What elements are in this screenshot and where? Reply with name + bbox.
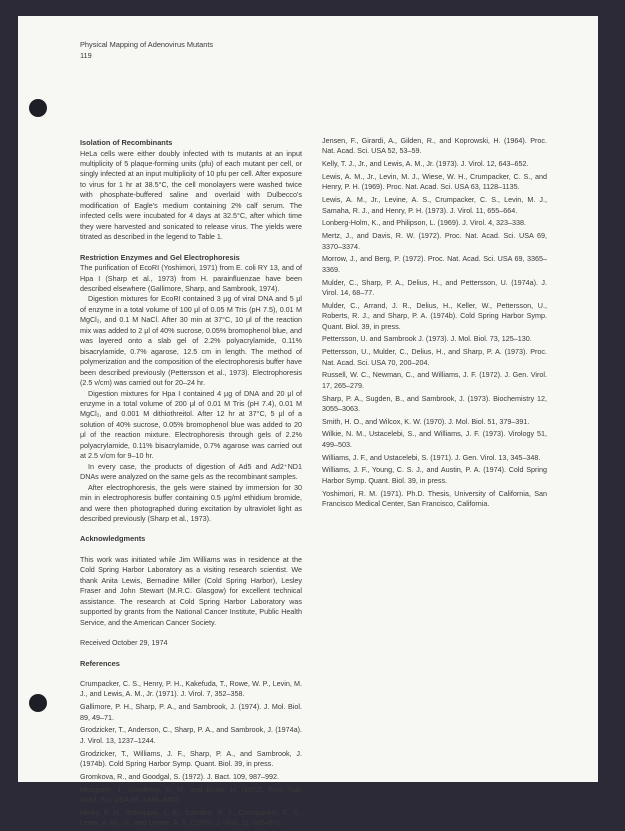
reference-item: Williams, J. F., Young, C. S. J., and Austin, P. A. (1974). Cold Spring Harbor Symp. Quant. Biol. 39, in press. [322,465,547,485]
section-heading: References [80,658,120,668]
reference-item: Mulder, C., Arrand, J. R., Delius, H., Keller, W., Pettersson, U., Roberts, R. J., and Sharp, P. A. (1974b). Cold Spring Harbor Symp. Quant. Biol. 39, in press. [322,300,547,331]
reference-item: Pettersson, U., Mulder, C., Delius, H., and Sharp, P. A. (1973). Proc. Nat. Acad. Sci. USA 70, 200–204. [322,347,547,367]
reference-item: Yoshimori, R. M. (1971). Ph.D. Thesis, University of California, San Francisco Medical Center, San Francisco, California. [322,488,547,509]
reference-item: Lewis, A. M., Jr., Levine, A. S., Crumpacker, C. S., Levin, M. J., Samaha, R. J., and Henry, P. H. (1973). J. Virol. 11, 655–664. [322,195,547,215]
reference-item: Hedgpeth, J., Goodman, H. M., and Boyer, H. (1972). Proc. Nat. Acad. Sci. USA 69, 3448–3452. [80,784,302,805]
reference-item: Grodzicker, T., Anderson, C., Sharp, P. A., and Sambrook, J. (1974a). J. Virol. 13, 1237–1244. [80,725,302,745]
paragraph: Digestion mixtures for EcoRI contained 3 μg of viral DNA and 5 μl of enzyme in a total volume of 100 μl of 0.05 M Tris (pH 7.5), 0.01 M MgCl₂, and 0.1 M NaCl. After 30 min at 37°C, 10 μl of the reaction mix was added to 2 μl of 40% sucrose, 0.05% bromophenol blue, and was layered onto a slab gel of 2.2% polyacrylamide, 0.11% bisacrylamide, 0.7% agarose, 12.5 cm in length. The method of polymerization and the composition of the electrophoresis buffer have been described previously (Pettersson et al., 1973). Electrophoresis (2.5 v/cm) was carried out for 20–24 hr. [80,294,302,388]
reference-item: Jensen, F., Girardi, A., Gilden, R., and Koprowski, H. (1964). Proc. Nat. Acad. Sci. USA 52, 53–59. [322,136,547,156]
reference-item: Morrow, J., and Berg, P. (1972). Proc. Nat. Acad. Sci. USA 69, 3365–3369. [322,254,547,274]
paragraph: HeLa cells were either doubly infected with ts mutants at an input multiplicity of 5 plaque-forming units (pfu) of each mutant per cell, or singly infected at an input multiplicity of 10 pfu per cell. After exposure to virus for 1 hr at 38.5°C, the cell monolayers were washed twice with phosphate-buffered saline and overlaid with Dulbecco's modification of Eagle's medium containing 2% calf serum. The infected cells were incubated for 4 days at 32.5°C, after which time they were harvested and sonicated to release virus. The yields were titrated as described in the legend to Table 1. [80,148,302,242]
reference-item: Gallimore, P. H., Sharp, P. A., and Sambrook, J. (1974). J. Mol. Biol. 89, 49–71. [80,702,302,722]
paragraph: The purification of EcoRI (Yoshimori, 1971) from E. coli RY 13, and of Hpa I (Sharp et al., 1973) from H. parainfluenzae have been described elsewhere (Gallimore, Sharp, and Sambrook, 1974). [80,263,302,293]
punch-hole [29,99,47,117]
paragraph: After electrophoresis, the gels were stained by immersion for 30 min in electrophoresis buffer containing 0.5 μg/ml ethidium bromide, and were then photographed during excitation by ultraviolet light as described previously (Sharp et al., 1973). [80,482,302,523]
document-page [18,16,598,828]
received-date: Received October 29, 1974 [80,638,168,648]
left-column [80,138,302,831]
paragraph: Digestion mixtures for Hpa I contained 4 μg of DNA and 20 μl of enzyme in a total volume of 200 μl of 0.01 M Tris (pH 7.4), 0.01 M MgCl₂, and 0.001 M dithiothreitol. After 12 hr at 37°C, 5 μl of a solution of 40% sucrose, 0.05% bromophenol blue was added to 20 μl of the reaction mixture. Electrophoresis through gels of 2.2% polyacrylamide, 0.11% bisacrylamide, 0.7% agarose was carried out at 2.5 v/cm for 9–10 hr. [80,388,302,461]
paragraph: In every case, the products of digestion of Ad5 and Ad2⁺ND1 DNAs were analyzed on the same gels as the recombinant samples. [80,461,302,482]
reference-item: Grodzicker, T., Williams, J. F., Sharp, P. A., and Sambrook, J. (1974b). Cold Spring Harbor Symp. Quant. Biol. 39, in press. [80,748,302,769]
section-heading: Restriction Enzymes and Gel Electrophoresis [80,252,240,262]
reference-item: Russell, W. C., Newman, C., and Williams, J. F. (1972). J. Gen. Virol. 17, 265–279. [322,370,547,390]
section-heading: Acknowledgments [80,534,146,544]
reference-item: Sharp, P. A., Sugden, B., and Sambrook, J. (1973). Biochemistry 12, 3055–3063. [322,393,547,413]
paragraph: This work was initiated while Jim Williams was in residence at the Cold Spring Harbor Laboratory as a visiting research scientist. We thank Anita Lewis, Bernadine Miller (Cold Spring Harbor), Lesley Fraser and John Stewart (M.R.C. Glasgow) for excellent technical assistance. The research at Cold Spring Harbor Laboratory was supported by grants from the National Cancer Institute, Public Health Service, and the American Cancer Society. [80,554,302,627]
page-number: 119 [80,50,92,60]
reference-item: Gromkova, R., and Goodgal, S. (1972). J. Bact. 109, 987–992. [80,771,279,781]
reference-item: Kelly, T. J., Jr., and Lewis, A. M., Jr. (1973). J. Virol. 12, 643–652. [322,159,529,169]
reference-list [322,136,547,510]
reference-item: Lewis, A. M., Jr., Levin, M. J., Wiese, W. H., Crumpacker, C. S., and Henry, P. H. (1969). Proc. Nat. Acad. Sci. USA 63, 1128–1135. [322,171,547,192]
reference-list [80,679,302,829]
reference-item: Lonberg-Holm, K., and Philipson, L. (1969). J. Virol. 4, 323–338. [322,218,527,228]
reference-item: Wilkie, N. M., Ustacelebi, S., and Williams, J. F. (1973). Virology 51, 499–503. [322,429,547,449]
reference-item: Mulder, C., Sharp, P. A., Delius, H., and Pettersson, U. (1974a). J. Virol. 14, 68–77. [322,277,547,297]
punch-hole [29,694,47,712]
section-heading: Isolation of Recombinants [80,138,173,147]
reference-item: Henry, P. H., Schnipper, L. E., Samaha, R. J., Crumpacker, C. S., Lewis, A. M., Jr., and Levine, A. S. (1973). J. Virol. 11, 665–671. [80,807,302,828]
running-header [80,40,213,61]
reference-item: Williams, J. F., and Ustacelebi, S. (1971). J. Gen. Virol. 13, 345–348. [322,452,541,462]
right-column [322,136,547,512]
reference-item: Smith, H. O., and Wilcox, K. W. (1970). J. Mol. Biol. 51, 379–391. [322,416,530,426]
reference-item: Mertz, J., and Davis, R. W. (1972). Proc. Nat. Acad. Sci. USA 69, 3370–3374. [322,231,547,251]
reference-item: Pettersson, U. and Sambrook J. (1973). J. Mol. Biol. 73, 125–130. [322,334,532,344]
reference-item: Crumpacker, C. S., Henry, P. H., Kakefuda, T., Rowe, W. P., Levin, M. J., and Lewis, A. M., Jr. (1971). J. Virol. 7, 352–358. [80,679,302,699]
running-title: Physical Mapping of Adenovirus Mutants [80,40,214,49]
